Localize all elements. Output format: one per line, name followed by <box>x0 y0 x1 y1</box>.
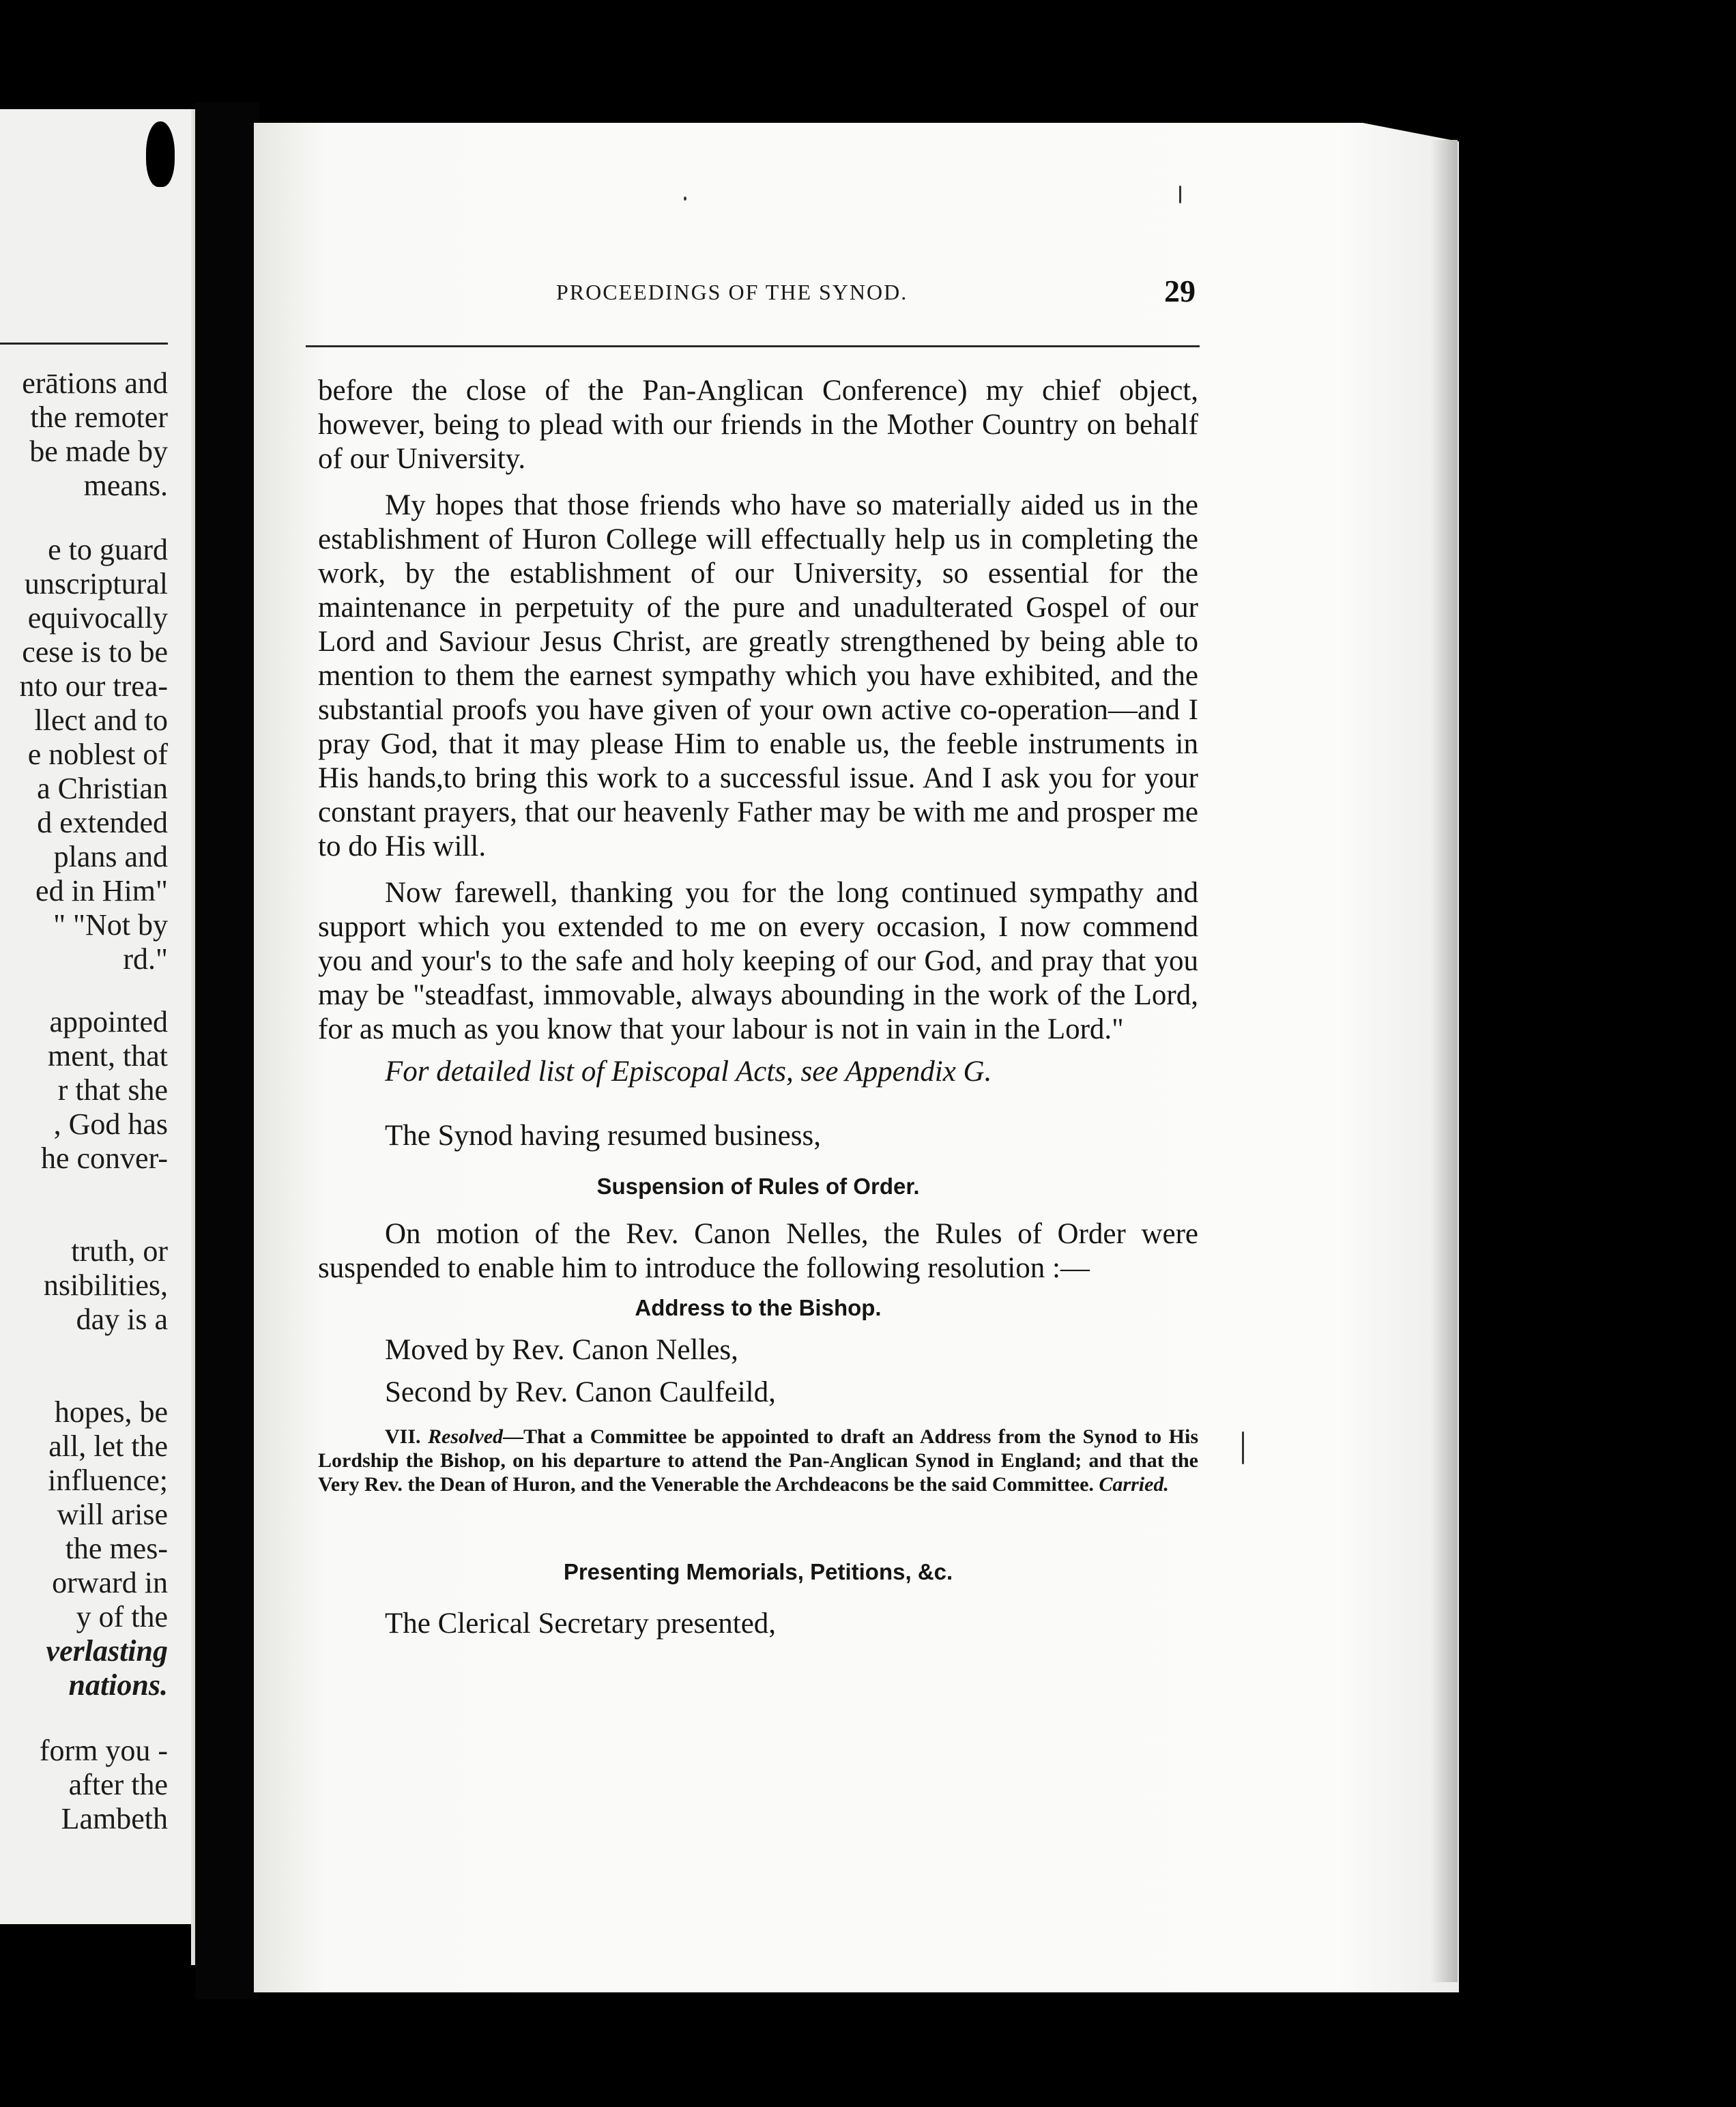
left-page-line: a Christian <box>37 772 168 805</box>
left-page-line: will arise <box>57 1498 168 1531</box>
heading-suspension: Suspension of Rules of Order. <box>596 1174 920 1199</box>
left-page-line: " "Not by <box>53 908 168 942</box>
left-page-line: Lambeth <box>61 1802 168 1835</box>
resolution-text: —That a Committee be appointed to draft an Address from the Synod to His Lordship the Bishop, on his departure to attend the Pan-Anglican Synod in England; and that the Very Rev. the Dean of Huron, and the Venerable the Archdeacons be the said Committee. <box>318 1425 1199 1496</box>
paragraph-hopes: My hopes that those friends who have so materially aided us in the establishment of Huron College will effectually help us in completing the work, by the establishment of our University, so essential for the maintenance in perpetuity of the pure and unadulterated Gospel of our Lord and Saviour Jesus Christ, are greatly strengthened by being able to mention to them the earnest sympathy which you have exhibited, and the substantial proofs you have given of your own active co-operation—and I pray God, that it may please Him to enable us, the feeble instruments in His hands,to bring this work to a successful issue. And I ask you for your constant prayers, that our heavenly Father may be with me and prosper me to do His will. <box>318 489 1198 862</box>
clerical-secretary-line: The Clerical Secretary presented, <box>385 1608 777 1640</box>
left-page-line: after the <box>68 1768 168 1801</box>
running-head: PROCEEDINGS OF THE SYNOD. <box>556 280 908 304</box>
heading-address: Address to the Bishop. <box>635 1295 882 1320</box>
left-page-line: orward in <box>52 1566 168 1599</box>
left-page-line: means. <box>83 469 168 502</box>
left-page-line: unscriptural <box>24 567 168 600</box>
page-body <box>318 374 1198 1645</box>
left-page-line: ed in Him" <box>35 874 168 907</box>
speck <box>1242 1432 1244 1464</box>
book-binding <box>195 102 259 1999</box>
left-page-line: equivocally <box>27 601 168 635</box>
left-page-line: nations. <box>68 1668 168 1702</box>
ink-blot <box>146 121 175 187</box>
resumed-line: The Synod having resumed business, <box>385 1120 821 1152</box>
left-page-line: nto our trea- <box>19 669 168 703</box>
resolution-number: VII. <box>385 1425 421 1448</box>
speck <box>684 197 686 201</box>
left-page-line: form you - <box>39 1734 168 1767</box>
left-page-line: all, let the <box>48 1429 168 1463</box>
left-page-line: rd." <box>123 942 168 976</box>
left-page-line: truth, or <box>71 1234 168 1268</box>
left-page-line: llect and to <box>34 703 168 737</box>
left-page-line: e to guard <box>48 533 168 566</box>
paragraph-continuation: before the close of the Pan-Anglican Conference) my chief object, however, being to plead with our friends in the Mother Country on behalf of our University. <box>318 375 1198 475</box>
left-page-line: erātions and <box>22 366 168 400</box>
left-page-line: nsibilities, <box>43 1268 168 1302</box>
left-page-line: y of the <box>76 1600 168 1633</box>
resolved-word: Resolved <box>428 1425 504 1448</box>
appendix-note: For detailed list of Episcopal Acts, see Appendix G. <box>385 1056 992 1088</box>
left-page-line: plans and <box>53 840 168 873</box>
left-page-line: hopes, be <box>54 1395 168 1429</box>
resolution-vii <box>318 1425 1198 1496</box>
left-page-line: influence; <box>48 1464 168 1497</box>
left-page-line: he conver- <box>40 1142 168 1175</box>
left-page-line: be made by <box>29 435 168 468</box>
left-page-line: , God has <box>53 1107 168 1141</box>
left-page-line: d extended <box>37 806 168 839</box>
paragraph-motion: On motion of the Rev. Canon Nelles, the Rules of Order were suspended to enable him to introduce the following resolution :— <box>318 1218 1198 1284</box>
paragraph-farewell: Now farewell, thanking you for the long continued sympathy and support which you extended to me on every occasion, I now commend you and your's to the safe and holy keeping of our God, and pray that you may be "steadfast, immovable, always abounding in the work of the Lord, for as much as you know that your labour is not in vain in the Lord." <box>318 877 1198 1045</box>
left-page-line: verlasting <box>46 1634 168 1668</box>
second-by: Second by Rev. Canon Caulfeild, <box>385 1376 776 1408</box>
header-rule <box>306 345 1200 347</box>
left-page-line: cese is to be <box>22 635 168 669</box>
left-page-line: day is a <box>76 1303 168 1336</box>
left-page-rule <box>0 343 168 345</box>
page-edge <box>1430 140 1458 1982</box>
left-page-line: r that she <box>57 1073 168 1107</box>
left-page-line: the remoter <box>30 401 168 434</box>
left-page-line: appointed <box>49 1005 168 1038</box>
speck <box>1179 186 1181 203</box>
left-page-line: e noblest of <box>27 738 168 771</box>
carried-label: Carried. <box>1099 1473 1169 1496</box>
left-page-line: ment, that <box>48 1039 168 1073</box>
left-page-line: the mes- <box>65 1532 168 1565</box>
heading-memorials: Presenting Memorials, Petitions, &c. <box>563 1559 953 1584</box>
page-number: 29 <box>1164 274 1196 308</box>
moved-by: Moved by Rev. Canon Nelles, <box>385 1334 738 1366</box>
